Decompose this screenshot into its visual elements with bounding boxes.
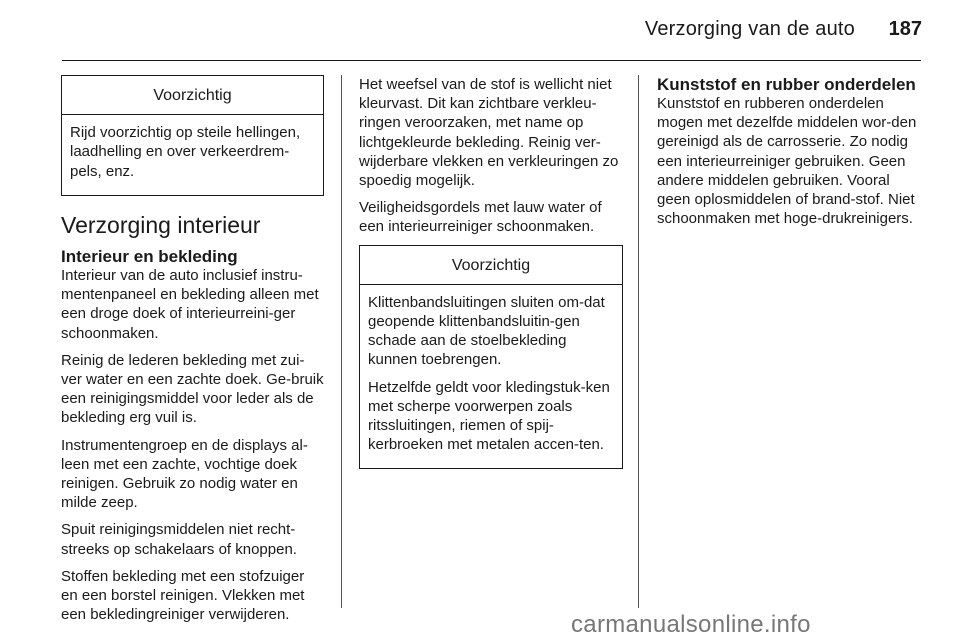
caution-body bbox=[62, 115, 323, 195]
caution-box bbox=[61, 75, 324, 196]
paragraph: Kunststof en rubberen onderdelen mogen met dezelfde middelen wor-den gereinigd als de carrosserie. Zo nodig een interieurreiniger gebruiken. Geen andere middelen gebruiken. Vooral geen oplosmiddelen of brand-stof. Niet schoonmaken met hoge-drukreinigers. bbox=[657, 95, 917, 228]
sub-heading: Interieur en bekleding bbox=[61, 247, 238, 267]
column-divider bbox=[638, 75, 639, 608]
header-rule bbox=[62, 60, 921, 61]
caution-body bbox=[360, 285, 622, 469]
caution-box bbox=[359, 245, 623, 470]
column-3 bbox=[657, 75, 923, 236]
paragraph: Veiligheidsgordels met lauw water of een interieurreiniger schoonmaken. bbox=[359, 199, 602, 236]
column-1 bbox=[61, 75, 324, 632]
column-2 bbox=[359, 75, 623, 469]
page-number: 187 bbox=[888, 18, 922, 40]
footer-watermark: carmanualsonline.info bbox=[571, 611, 811, 638]
caution-title: Voorzichtig bbox=[360, 246, 622, 285]
paragraph: Instrumentengroep en de displays al-leen met een zachte, vochtige doek reinigen. Gebruik zo nodig water en milde zeep. bbox=[61, 436, 308, 512]
paragraph: Het weefsel van de stof is wellicht niet kleurvast. Dit kan zichtbare verkleu-ringen veroorzaken, met name op lichtgekleurde bekleding. Reinig ver-wijderbare vlekken en verkleuringen zo spoedig mogelijk. bbox=[359, 76, 619, 190]
caution-text: Hetzelfde geldt voor kledingstuk-ken met scherpe voorwerpen zoals ritssluitingen, riemen of spij-kerbroeken met metalen accen-ten. bbox=[368, 378, 610, 454]
paragraph: Interieur van de auto inclusief instru-mentenpaneel en bekleding alleen met een droge doek of interieurreini-ger schoonmaken. bbox=[61, 267, 319, 342]
sub-heading: Kunststof en rubber onderdelen bbox=[657, 75, 916, 94]
caution-title: Voorzichtig bbox=[62, 76, 323, 115]
caution-text: Rijd voorzichtig op steile hellingen, laadhelling en over verkeerdrem-pels, enz. bbox=[70, 124, 301, 180]
paragraph: Stoffen bekleding met een stofzuiger en een borstel reinigen. Vlekken met een bekledingreiniger verwijderen. bbox=[61, 567, 305, 624]
paragraph: Reinig de lederen bekleding met zui-ver water en een zachte doek. Ge-bruik een reinigingsmiddel voor leder als de bekleding erg vuil is. bbox=[61, 351, 324, 427]
caution-text: Klittenbandsluitingen sluiten om-dat geopende klittenbandsluitin-gen schade aan de stoelbekleding kunnen toebrengen. bbox=[368, 293, 605, 369]
page-header-title: Verzorging van de auto bbox=[644, 18, 855, 40]
section-heading: Verzorging interieur bbox=[61, 211, 261, 238]
column-divider bbox=[341, 75, 342, 608]
paragraph: Spuit reinigingsmiddelen niet recht-streeks op schakelaars of knoppen. bbox=[61, 521, 297, 558]
